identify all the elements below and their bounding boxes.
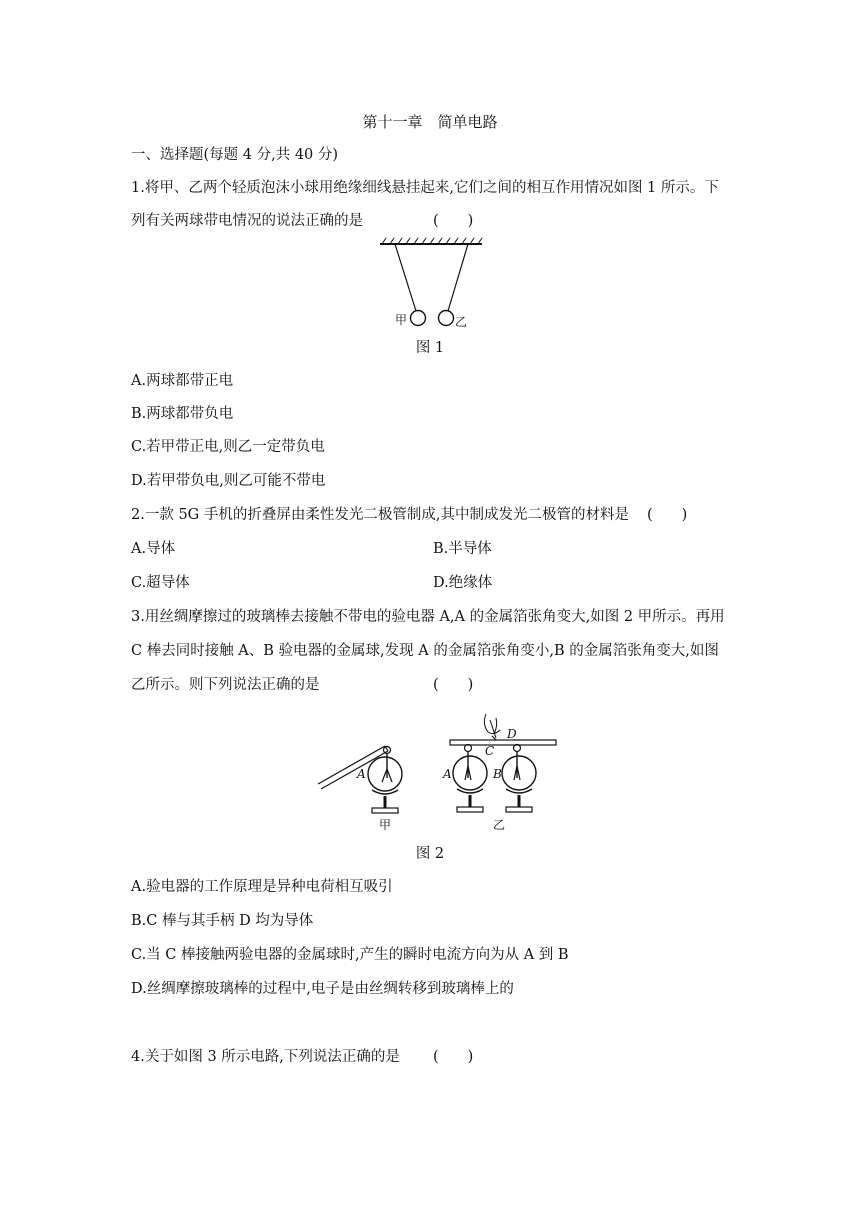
fig1-caption: 图 1 [415, 340, 445, 356]
q1-option-c: C.若甲带正电,则乙一定带负电 [131, 439, 325, 455]
q4-text-line1: 4.关于如图 3 所示电路,下列说法正确的是 [131, 1049, 400, 1065]
fig1-label-jia: 甲 [395, 313, 408, 327]
q2-option-a: A.导体 [131, 541, 176, 557]
chapter-title: 第十一章 简单电路 [362, 113, 498, 131]
q1-option-d: D.若甲带负电,则乙可能不带电 [131, 473, 326, 489]
electroscopes-yi [450, 714, 556, 812]
q3-option-a: A.验电器的工作原理是异种电荷相互吸引 [131, 879, 393, 895]
fig2-letter-d: D [507, 727, 517, 741]
q1-text-line1: 1.将甲、乙两个轻质泡沫小球用绝缘细线悬挂起来,它们之间的相互作用情况如图 1 所示。下 [131, 180, 719, 196]
q2-option-c: C.超导体 [131, 575, 190, 591]
q2-text-line1: 2.一款 5G 手机的折叠屏由柔性发光二极管制成,其中制成发光二极管的材料是 [131, 507, 629, 523]
q2-answer-paren: ( ) [647, 507, 688, 523]
figure-1 [370, 236, 490, 336]
q3-option-b: B.C 棒与其手柄 D 均为导体 [131, 913, 314, 929]
q1-text-line2: 列有关两球带电情况的说法正确的是 [131, 213, 363, 229]
fig2-letter-c: C [485, 744, 495, 758]
fig2-letter-b: B [493, 767, 502, 781]
q3-text-line3: 乙所示。则下列说法正确的是 [131, 677, 320, 693]
q3-answer-paren: ( ) [433, 677, 474, 693]
fig2-letter-a-jia: A [357, 767, 366, 781]
q3-text-line1: 3.用丝绸摩擦过的玻璃棒去接触不带电的验电器 A,A 的金属箔张角变大,如图 2 甲所示。再用 [131, 609, 725, 625]
fig2-letter-a-yi: A [443, 767, 452, 781]
figure-2 [310, 706, 560, 836]
q1-option-a: A.两球都带正电 [131, 373, 234, 389]
q4-answer-paren: ( ) [433, 1049, 474, 1065]
q2-option-d: D.绝缘体 [433, 575, 493, 591]
section-heading: 一、选择题(每题 4 分,共 40 分) [131, 147, 339, 163]
q1-answer-paren: ( ) [433, 213, 474, 229]
q3-option-d: D.丝绸摩擦玻璃棒的过程中,电子是由丝绸转移到玻璃棒上的 [131, 981, 514, 997]
fig1-label-yi: 乙 [455, 315, 468, 329]
q3-option-c: C.当 C 棒接触两验电器的金属球时,产生的瞬时电流方向为从 A 到 B [131, 947, 569, 963]
fig2-label-jia: 甲 [379, 818, 392, 832]
q2-option-b: B.半导体 [433, 541, 492, 557]
q3-text-line2: C 棒去同时接触 A、B 验电器的金属球,发现 A 的金属箔张角变小,B 的金属箔张角变大,如图 [131, 643, 719, 659]
fig2-caption: 图 2 [415, 846, 445, 862]
q1-option-b: B.两球都带负电 [131, 406, 234, 422]
fig2-label-yi: 乙 [493, 818, 506, 832]
